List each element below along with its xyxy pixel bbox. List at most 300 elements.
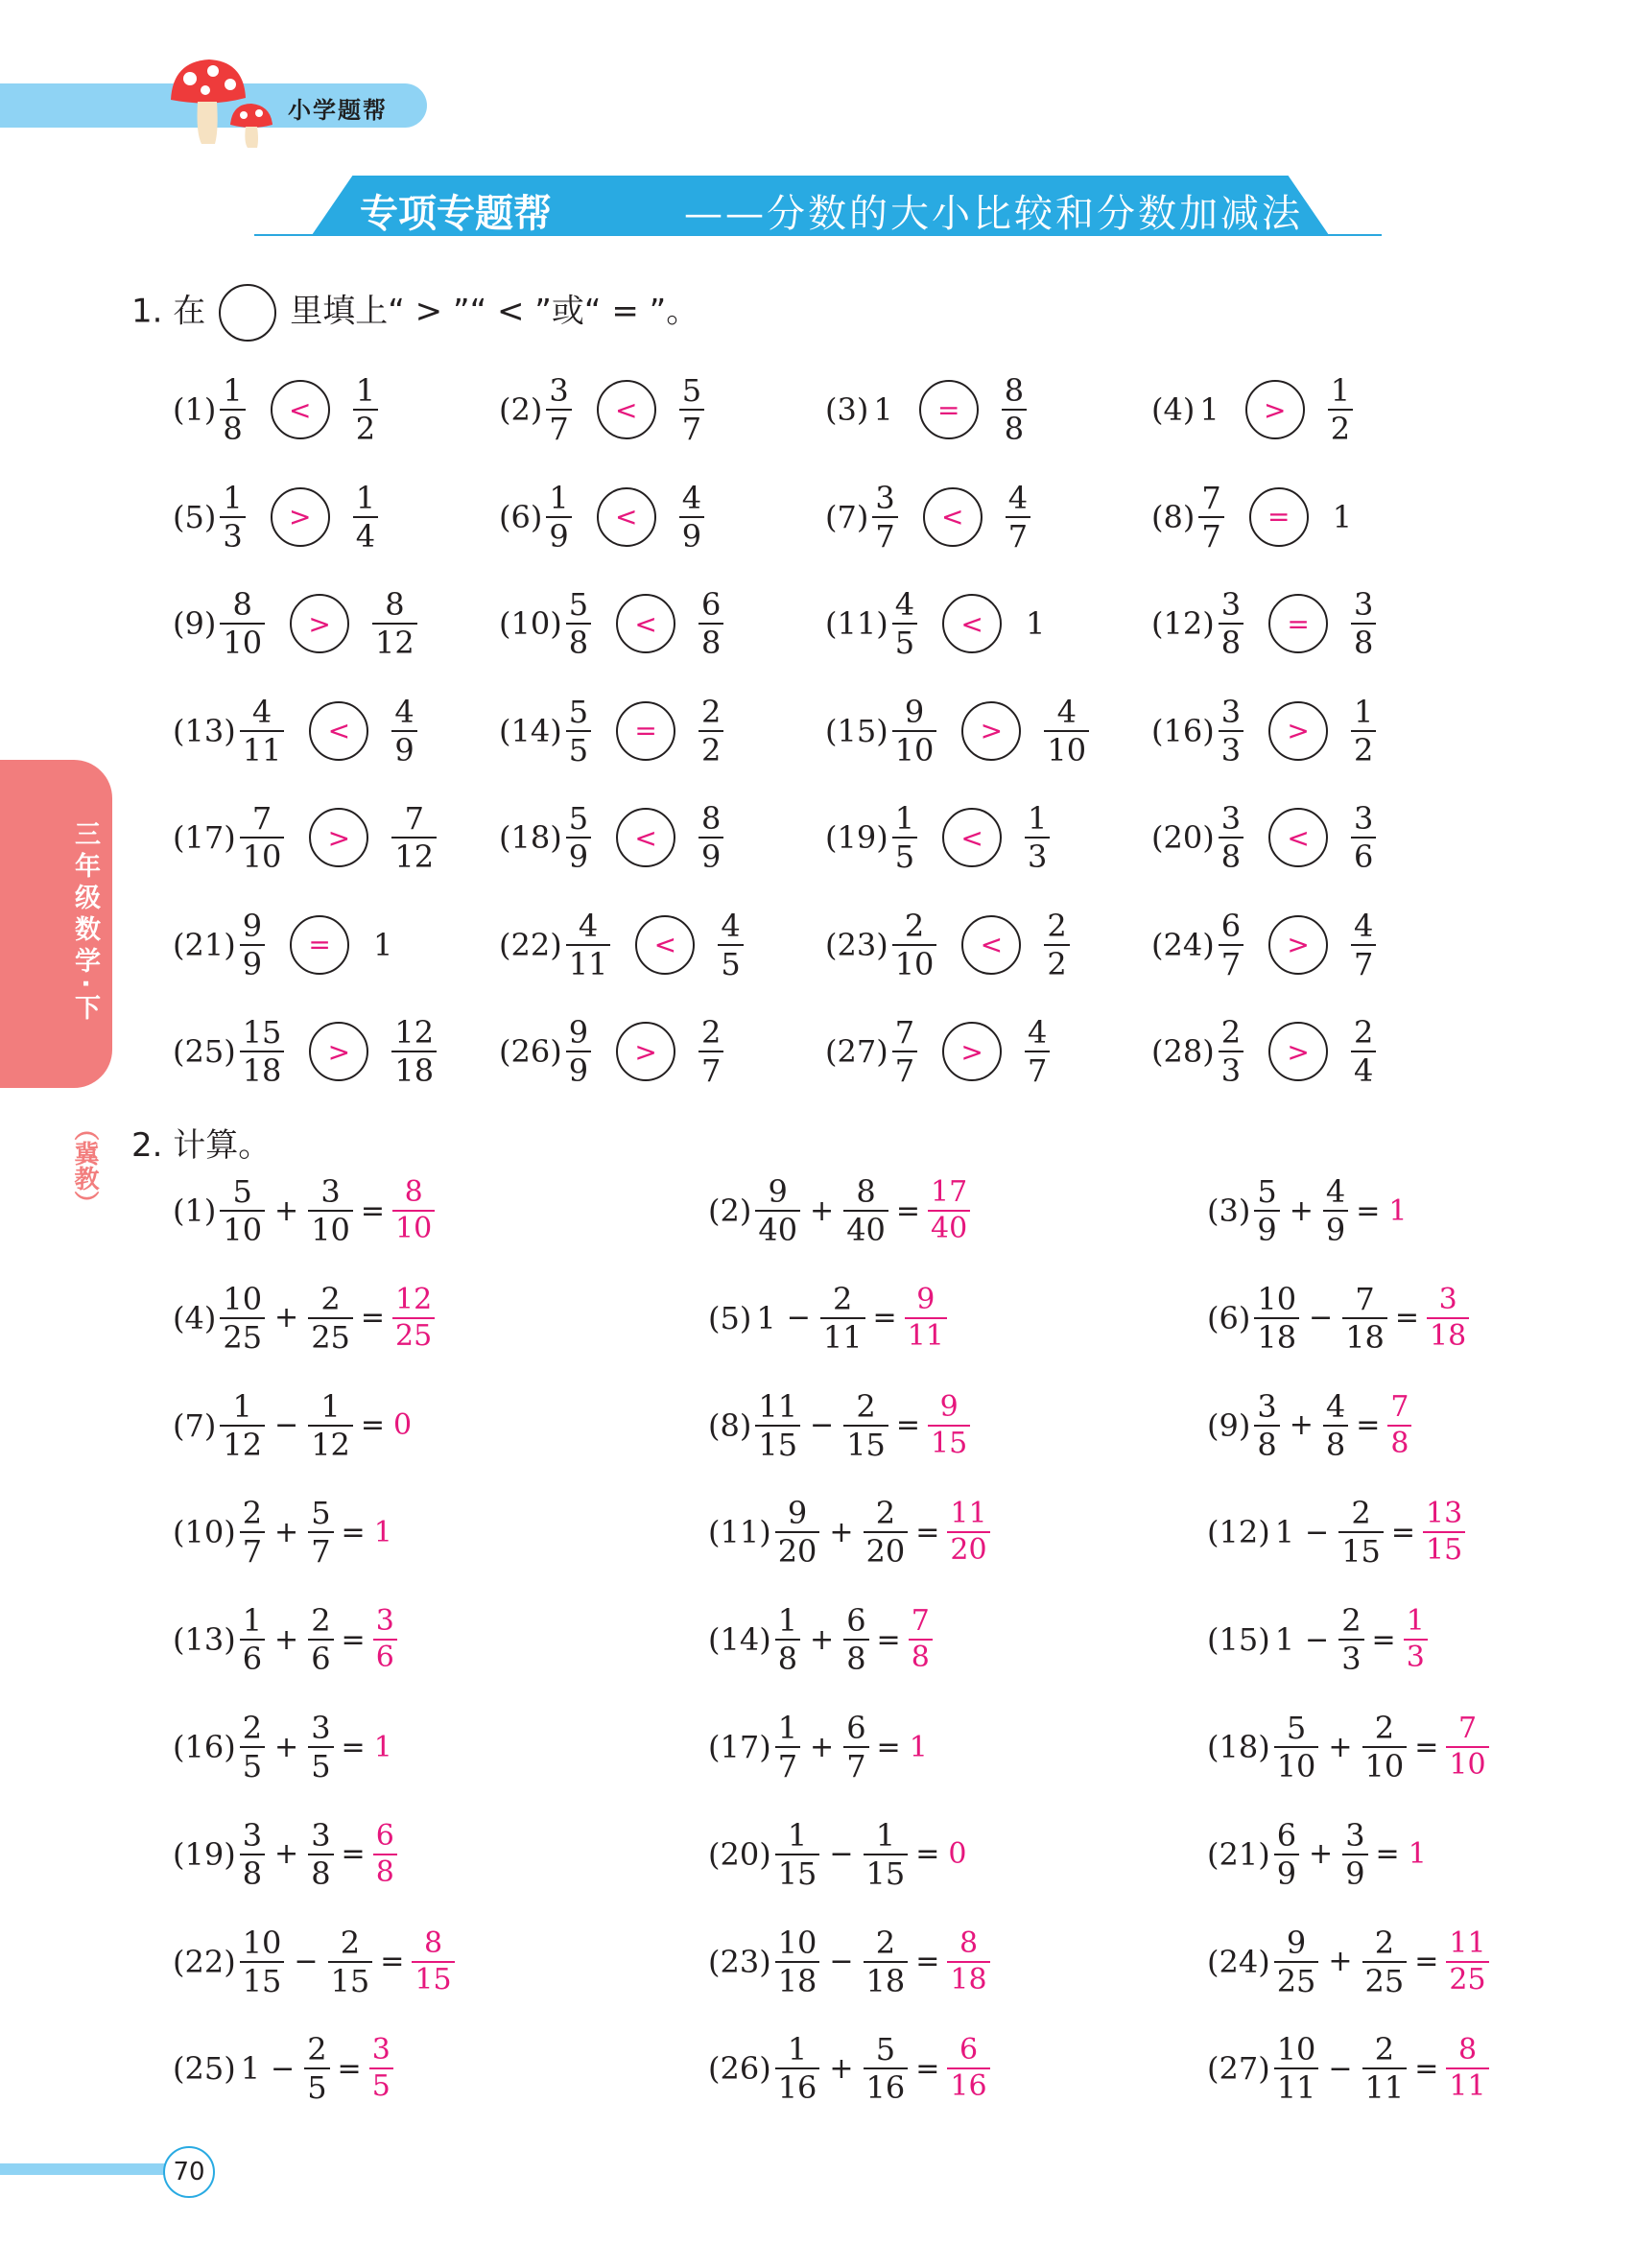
item-label: (18) — [499, 819, 562, 856]
operand-b-denominator: 8 — [1323, 1425, 1348, 1460]
operand-a-denominator: 6 — [240, 1639, 265, 1674]
answer-numerator: 8 — [1457, 2033, 1478, 2067]
item-label: (23) — [708, 1943, 771, 1980]
left-value-fraction — [1219, 693, 1243, 768]
operator: + — [810, 1193, 835, 1228]
item-label: (22) — [173, 1943, 236, 1980]
right-value-denominator: 18 — [391, 1051, 437, 1086]
calc-item — [173, 1814, 399, 1895]
left-value-denominator: 3 — [1219, 1051, 1243, 1086]
left-value-numerator: 3 — [875, 479, 895, 516]
left-value-denominator: 10 — [220, 623, 265, 658]
operand-b-fraction — [308, 1387, 353, 1463]
operand-a-numerator: 9 — [787, 1495, 808, 1532]
left-value-fraction — [1198, 479, 1223, 555]
item-label: (12) — [1151, 605, 1215, 642]
comparison-item — [499, 797, 725, 878]
left-value-whole: 1 — [1199, 391, 1220, 428]
right-value-denominator: 2 — [1328, 409, 1353, 444]
operand-b-denominator: 25 — [308, 1317, 353, 1353]
operand-b-numerator: 2 — [1374, 1710, 1395, 1746]
answer-denominator: 18 — [1427, 1317, 1469, 1351]
answer-denominator: 8 — [1387, 1425, 1411, 1458]
right-value-denominator: 7 — [1351, 944, 1376, 980]
operand-b-numerator: 2 — [311, 1602, 331, 1640]
calc-item — [708, 1922, 992, 2002]
left-value-denominator: 7 — [892, 1051, 917, 1086]
answer-denominator: 5 — [369, 2067, 393, 2101]
right-value-numerator: 6 — [701, 586, 722, 623]
right-value-numerator: 3 — [1354, 586, 1374, 623]
left-value-numerator: 2 — [1220, 1014, 1242, 1051]
answer-denominator: 20 — [947, 1531, 989, 1565]
item-label: (25) — [173, 2050, 236, 2088]
left-value-numerator: 9 — [904, 693, 925, 730]
comparison-item — [1151, 1011, 1378, 1092]
operand-b-fraction — [328, 1924, 373, 1999]
operand-b-fraction — [1338, 1602, 1363, 1678]
operand-a-fraction — [775, 1602, 800, 1678]
operand-a-fraction — [755, 1387, 800, 1463]
operand-b-fraction — [843, 1602, 868, 1678]
item-label: (25) — [173, 1033, 236, 1070]
left-value-denominator: 8 — [220, 409, 245, 444]
operator: + — [274, 1193, 299, 1228]
operand-a-denominator: 8 — [775, 1639, 800, 1674]
right-value-denominator: 8 — [1002, 409, 1027, 444]
left-value-numerator: 4 — [251, 693, 272, 730]
operand-a-numerator: 5 — [1257, 1173, 1277, 1210]
operand-b-numerator: 5 — [311, 1495, 331, 1532]
right-value-numerator: 8 — [701, 800, 722, 837]
answer-denominator: 15 — [412, 1961, 454, 1995]
item-label: (5) — [173, 498, 217, 535]
operand-a-fraction — [220, 1173, 265, 1248]
operand-a-denominator: 9 — [1254, 1210, 1279, 1245]
right-value-fraction — [353, 479, 378, 555]
answer-circle: = — [290, 915, 349, 975]
equals-sign: = — [341, 1837, 366, 1872]
right-value-denominator: 4 — [1351, 1051, 1376, 1086]
operand-b-fraction — [1323, 1387, 1348, 1463]
operand-a-fraction — [775, 1816, 820, 1892]
left-value-numerator: 1 — [223, 479, 243, 516]
operand-a-numerator: 1 — [777, 1710, 798, 1746]
comparison-item — [825, 583, 1048, 664]
left-value-denominator: 3 — [220, 516, 245, 552]
right-value-numerator: 4 — [1028, 1014, 1048, 1051]
operand-a-fraction — [1274, 1924, 1319, 1999]
calc-item — [173, 1170, 437, 1251]
answer-circle: < — [597, 380, 656, 439]
section1-suffix: 里填上“ > ”“ < ”或“ = ”。 — [290, 292, 699, 331]
calc-item — [708, 1385, 972, 1466]
operand-a-fraction — [240, 1602, 265, 1678]
right-value-fraction — [353, 372, 378, 447]
item-label: (14) — [499, 712, 562, 749]
operand-a-denominator: 8 — [1254, 1425, 1279, 1460]
comparison-item — [499, 583, 725, 664]
right-value-fraction — [1006, 479, 1030, 555]
right-value-denominator: 9 — [679, 516, 704, 552]
operand-b-fraction — [308, 1816, 333, 1892]
item-label: (3) — [825, 391, 869, 428]
operand-a-fraction — [755, 1173, 800, 1248]
left-value-denominator: 5 — [892, 837, 917, 872]
calc-item — [173, 1599, 399, 1680]
equals-sign: = — [360, 1408, 386, 1443]
right-value-denominator: 2 — [699, 730, 723, 766]
right-value-fraction — [372, 586, 417, 661]
operand-b-fraction — [864, 2031, 909, 2107]
answer-fraction — [369, 2033, 393, 2104]
operator: − — [294, 1945, 319, 1979]
right-value-fraction — [699, 586, 723, 661]
comparison-item — [499, 369, 706, 450]
left-value-denominator: 9 — [546, 516, 571, 552]
item-label: (3) — [1207, 1193, 1251, 1229]
operand-a-numerator: 2 — [242, 1710, 263, 1746]
operand-b-fraction — [843, 1387, 888, 1463]
right-value-numerator: 4 — [681, 479, 702, 516]
equals-sign: = — [915, 2051, 940, 2086]
item-label: (11) — [825, 605, 888, 642]
right-value-numerator: 1 — [355, 372, 376, 409]
operand-a-fraction — [775, 1710, 800, 1784]
item-label: (2) — [708, 1193, 752, 1229]
operand-a-denominator: 18 — [775, 1961, 820, 1996]
answer-numerator: 11 — [950, 1497, 987, 1531]
right-value-fraction — [699, 1014, 723, 1089]
answer-circle: < — [942, 808, 1002, 867]
operand-b-fraction — [1323, 1173, 1348, 1248]
operand-a-denominator: 5 — [240, 1746, 265, 1782]
equals-sign: = — [1414, 2051, 1439, 2086]
operand-b-numerator: 2 — [1374, 1924, 1395, 1961]
operand-a-denominator: 25 — [1274, 1961, 1319, 1996]
answer-circle: > — [1268, 1022, 1328, 1081]
equals-sign: = — [1356, 1408, 1381, 1443]
calc-item — [1207, 1492, 1467, 1572]
operand-b-fraction — [1342, 1816, 1367, 1892]
operand-b-numerator: 1 — [875, 1816, 896, 1854]
left-value-denominator: 5 — [566, 730, 591, 766]
operand-b-fraction — [864, 1495, 909, 1571]
right-value-denominator: 7 — [1025, 1051, 1050, 1086]
left-value-fraction — [1219, 800, 1243, 875]
answer-numerator: 3 — [1438, 1282, 1457, 1316]
operand-a-fraction — [1274, 1816, 1299, 1892]
equals-sign: = — [872, 1301, 897, 1335]
answer-fraction — [392, 1282, 435, 1353]
answer-circle: > — [1268, 915, 1328, 975]
left-value-denominator: 10 — [240, 837, 285, 872]
operand-b-fraction — [820, 1280, 865, 1356]
operand-a-denominator: 11 — [1274, 2067, 1319, 2103]
left-value-fraction — [1219, 907, 1243, 982]
calc-item — [173, 1278, 437, 1358]
operand-b-fraction — [308, 1495, 333, 1571]
operand-b-denominator: 11 — [1362, 2067, 1408, 2103]
operand-b-fraction — [843, 1710, 868, 1784]
item-label: (1) — [173, 1193, 217, 1229]
brand-name: 小学题帮 — [288, 97, 388, 124]
right-value-denominator: 10 — [1044, 730, 1089, 766]
answer-fraction — [1423, 1497, 1465, 1568]
answer-numerator: 3 — [371, 2033, 391, 2067]
operand-b-numerator: 2 — [1374, 2031, 1395, 2068]
section2-heading: 2. 计算。 — [131, 1126, 272, 1165]
operand-a-denominator: 9 — [1274, 1854, 1299, 1889]
answer-numerator: 9 — [916, 1282, 935, 1316]
mushroom-icon — [163, 56, 278, 150]
section1-heading — [131, 284, 699, 342]
item-label: (20) — [1151, 819, 1215, 856]
operand-a-fraction — [240, 1710, 265, 1784]
calc-item — [1207, 2028, 1491, 2109]
calc-item — [1207, 1814, 1430, 1895]
item-label: (8) — [708, 1406, 752, 1444]
right-value-numerator: 3 — [1354, 800, 1374, 837]
operator: − — [271, 2051, 296, 2086]
answer-whole: 1 — [909, 1730, 928, 1764]
operand-a-denominator: 15 — [775, 1854, 820, 1889]
answer-whole: 0 — [393, 1408, 413, 1443]
operand-a-numerator: 10 — [1276, 2031, 1316, 2068]
equals-sign: = — [341, 1622, 366, 1657]
page-number: 70 — [163, 2146, 215, 2198]
comparison-item — [1151, 583, 1378, 664]
right-value-denominator: 3 — [1025, 837, 1050, 872]
operand-a-denominator: 12 — [220, 1425, 265, 1460]
operand-a-denominator: 7 — [240, 1531, 265, 1567]
left-value-fraction — [546, 479, 571, 555]
footer-band — [0, 2163, 187, 2175]
answer-numerator: 8 — [423, 1925, 443, 1960]
answer-fraction — [947, 1925, 989, 1996]
answer-circle: < — [271, 380, 330, 439]
answer-fraction — [905, 1282, 947, 1353]
left-value-denominator: 8 — [1219, 837, 1243, 872]
comparison-item — [1151, 477, 1355, 557]
left-value-fraction — [240, 1014, 285, 1089]
item-label: (16) — [1151, 712, 1215, 749]
answer-denominator: 15 — [1423, 1531, 1465, 1565]
operand-a-fraction — [240, 1816, 265, 1892]
comparison-item — [173, 477, 380, 557]
answer-circle: > — [309, 1022, 368, 1081]
answer-denominator: 8 — [909, 1639, 933, 1672]
operand-b-fraction — [1362, 2031, 1408, 2107]
operand-b-fraction — [308, 1602, 333, 1678]
left-value-fraction — [1219, 1014, 1243, 1089]
operand-a-fraction — [1254, 1387, 1279, 1463]
right-value-numerator: 2 — [701, 693, 722, 730]
answer-fraction — [928, 1175, 970, 1245]
item-label: (27) — [825, 1033, 888, 1070]
left-value-denominator: 5 — [892, 623, 917, 658]
right-value-whole: 1 — [373, 926, 393, 963]
operand-b-denominator: 8 — [843, 1639, 868, 1674]
answer-fraction — [928, 1389, 970, 1460]
operand-b-fraction — [304, 2031, 329, 2107]
operand-a-fraction — [220, 1387, 265, 1463]
left-value-fraction — [892, 1014, 917, 1089]
right-value-fraction — [1351, 693, 1376, 768]
right-value-denominator: 6 — [1351, 837, 1376, 872]
operand-b-denominator: 15 — [843, 1425, 888, 1460]
equals-sign: = — [1356, 1193, 1381, 1228]
operand-b-denominator: 40 — [843, 1210, 888, 1245]
right-value-fraction — [1025, 1014, 1050, 1089]
operator: − — [274, 1408, 299, 1443]
left-value-numerator: 1 — [894, 800, 915, 837]
answer-denominator: 8 — [373, 1854, 397, 1887]
right-value-denominator: 7 — [679, 409, 704, 444]
comparison-item — [173, 905, 395, 985]
operand-b-numerator: 2 — [340, 1924, 361, 1961]
answer-circle: = — [1249, 487, 1309, 547]
answer-fraction — [1446, 1714, 1488, 1780]
item-label: (23) — [825, 926, 888, 963]
operand-b-fraction — [308, 1710, 333, 1784]
answer-circle: < — [942, 594, 1002, 653]
right-value-numerator: 8 — [385, 586, 405, 623]
operand-b-fraction — [1342, 1280, 1387, 1356]
equals-sign: = — [380, 1945, 405, 1979]
operand-b-numerator: 6 — [846, 1710, 866, 1746]
left-value-fraction — [566, 693, 591, 768]
operand-a-numerator: 5 — [1286, 1710, 1307, 1746]
operand-a-numerator: 9 — [768, 1173, 788, 1210]
left-value-fraction — [220, 479, 245, 555]
left-value-denominator: 8 — [1219, 623, 1243, 658]
right-value-denominator: 8 — [699, 623, 723, 658]
right-value-fraction — [391, 800, 437, 875]
answer-fraction — [1427, 1282, 1469, 1353]
operand-b-numerator: 2 — [875, 1924, 896, 1961]
comparison-item — [1151, 905, 1378, 985]
answer-fraction — [1387, 1389, 1411, 1460]
answer-numerator: 7 — [1390, 1389, 1409, 1424]
calc-item — [1207, 1170, 1409, 1251]
left-value-numerator: 5 — [568, 693, 589, 730]
comparison-item — [173, 797, 438, 878]
item-label: (4) — [173, 1299, 217, 1336]
left-value-fraction — [892, 693, 937, 768]
answer-whole: 1 — [1408, 1837, 1427, 1872]
calc-item — [1207, 1922, 1491, 2002]
answer-denominator: 11 — [1446, 2067, 1488, 2101]
operator: + — [1328, 1945, 1353, 1979]
item-label: (10) — [173, 1514, 236, 1551]
right-value-numerator: 4 — [1056, 693, 1077, 730]
equals-sign: = — [895, 1408, 921, 1443]
left-value-numerator: 15 — [242, 1014, 282, 1051]
left-value-numerator: 9 — [568, 1014, 589, 1051]
operand-a-fraction — [240, 1924, 285, 1999]
right-value-fraction — [1044, 693, 1089, 768]
item-label: (8) — [1151, 498, 1196, 535]
operand-b-numerator: 3 — [1345, 1816, 1365, 1854]
right-value-fraction — [1351, 907, 1376, 982]
operand-b-denominator: 12 — [308, 1425, 353, 1460]
operator: − — [810, 1408, 835, 1443]
answer-circle: = — [616, 701, 675, 761]
comparison-item — [499, 691, 725, 771]
left-value-fraction — [546, 372, 571, 447]
right-value-denominator: 2 — [1044, 944, 1069, 980]
operand-a-numerator: 10 — [1257, 1280, 1297, 1317]
item-label: (13) — [173, 1621, 236, 1659]
operand-a-numerator: 10 — [223, 1280, 263, 1317]
operand-a-numerator: 1 — [787, 1816, 808, 1854]
operand-b-denominator: 15 — [1338, 1531, 1384, 1567]
item-label: (26) — [499, 1033, 562, 1070]
right-value-whole: 1 — [1026, 605, 1046, 642]
left-value-numerator: 7 — [894, 1014, 915, 1051]
comparison-item — [499, 1011, 725, 1092]
left-value-numerator: 1 — [223, 372, 243, 409]
answer-circle: > — [942, 1022, 1002, 1081]
right-value-denominator: 7 — [1006, 516, 1030, 552]
item-label: (13) — [173, 712, 236, 749]
equals-sign: = — [915, 1837, 940, 1872]
right-value-denominator: 2 — [353, 409, 378, 444]
left-value-numerator: 7 — [1201, 479, 1221, 516]
equals-sign: = — [360, 1193, 386, 1228]
answer-circle: > — [1245, 380, 1305, 439]
left-value-numerator: 6 — [1220, 907, 1242, 944]
equals-sign: = — [876, 1622, 901, 1657]
operand-a-denominator: 10 — [1274, 1746, 1319, 1782]
operand-a-numerator: 10 — [242, 1924, 282, 1961]
blank-circle-icon — [219, 284, 276, 342]
right-value-denominator: 7 — [699, 1051, 723, 1086]
left-value-fraction — [566, 800, 591, 875]
answer-whole: 1 — [373, 1515, 392, 1549]
operator: + — [829, 1515, 854, 1549]
comparison-item — [825, 905, 1072, 985]
operand-a-fraction — [1254, 1280, 1299, 1356]
equals-sign: = — [337, 2051, 362, 2086]
operand-b-denominator: 7 — [843, 1746, 868, 1782]
item-label: (16) — [173, 1729, 236, 1765]
operand-b-fraction — [308, 1173, 353, 1248]
item-label: (15) — [825, 712, 888, 749]
operand-a-fraction — [240, 1495, 265, 1571]
left-value-denominator: 11 — [240, 730, 285, 766]
item-label: (19) — [173, 1835, 236, 1873]
left-value-fraction — [1219, 586, 1243, 661]
item-label: (18) — [1207, 1729, 1270, 1765]
operator: + — [274, 1301, 299, 1335]
comparison-item — [173, 369, 380, 450]
answer-numerator: 11 — [1449, 1925, 1486, 1960]
answer-numerator: 3 — [375, 1604, 394, 1639]
operand-b-numerator: 4 — [1325, 1387, 1346, 1425]
equals-sign: = — [915, 1945, 940, 1979]
answer-whole: 1 — [1388, 1193, 1408, 1228]
operand-a-denominator: 15 — [240, 1961, 285, 1996]
left-value-denominator: 10 — [892, 944, 937, 980]
right-value-numerator: 5 — [681, 372, 702, 409]
item-label: (5) — [708, 1299, 752, 1336]
operand-b-fraction — [308, 1280, 353, 1356]
left-value-denominator: 7 — [1219, 944, 1243, 980]
item-label: (17) — [173, 819, 236, 856]
item-label: (19) — [825, 819, 888, 856]
